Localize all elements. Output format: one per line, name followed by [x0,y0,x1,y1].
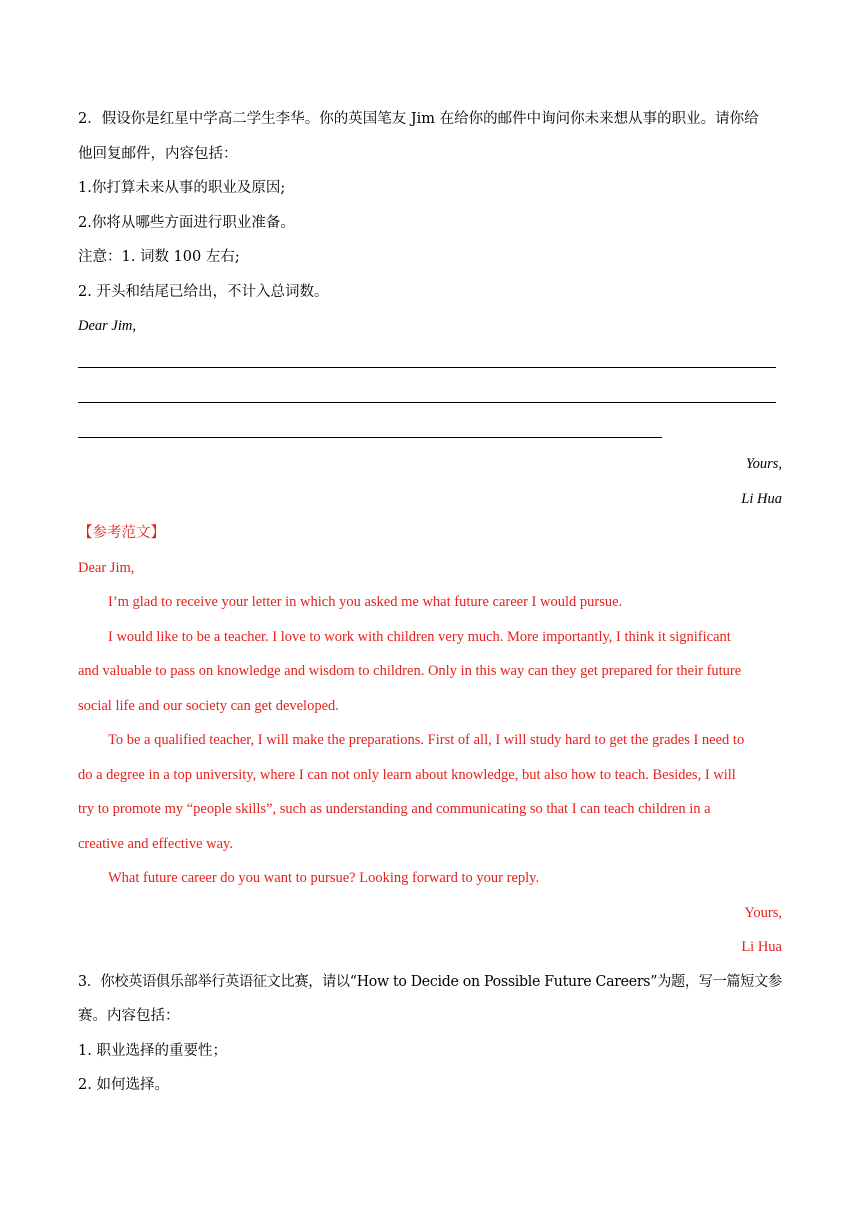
q2-requirement-1: 1.你打算未来从事的职业及原因; [78,180,286,196]
answer-paragraph-3-line-4: creative and effective way. [78,836,233,852]
answer-paragraph-4: What future career do you want to pursue? Looking forward to your reply. [108,870,540,886]
q3-prompt-line-2: 赛。内容包括： [78,1008,180,1024]
answer-paragraph-3-line-3: try to promote my “people skills”, such as understanding and communicating so that I can teach children in a [78,801,711,817]
q2-note-2: 2. 开头和结尾已给出，不计入总词数。 [78,284,329,300]
answer-salutation: Dear Jim, [78,560,135,576]
answer-line-2 [78,402,776,403]
document-page [78,0,782,1216]
answer-paragraph-1: I’m glad to receive your letter in which you asked me what future career I would pursue. [108,594,623,610]
q2-requirement-2: 2.你将从哪些方面进行职业准备。 [78,215,295,231]
answer-signature: Li Hua [741,939,782,955]
q2-note-1: 注意：1. 词数 100 左右; [78,249,240,265]
answer-paragraph-3-line-2: do a degree in a top university, where I can not only learn about knowledge, but also how to teach. Besides, I will [78,767,736,783]
answer-line-3 [78,437,662,438]
q2-closing: Yours, [745,456,782,472]
q2-prompt-line-2: 他回复邮件，内容包括： [78,146,238,162]
answer-paragraph-3-line-1: To be a qualified teacher, I will make the preparations. First of all, I will study hard to get the grades I need to [108,732,745,748]
answer-paragraph-2-line-1: I would like to be a teacher. I love to work with children very much. More importantly, I think it significant [108,629,731,645]
answer-paragraph-2-line-2: and valuable to pass on knowledge and wisdom to children. Only in this way can they get prepared for their future [78,663,742,679]
q3-requirement-1: 1. 职业选择的重要性； [78,1043,227,1059]
answer-line-1 [78,367,776,368]
answer-closing: Yours, [744,905,782,921]
q3-prompt-line-1: 3．你校英语俱乐部举行英语征文比赛，请以“How to Decide on Possible Future Careers”为题，写一篇短文参 [78,974,782,990]
q2-prompt-line-1: 2．假设你是红星中学高二学生李华。你的英国笔友 Jim 在给你的邮件中询问你未来想从事的职业。请你给 [78,111,759,127]
answer-paragraph-2-line-3: social life and our society can get developed. [78,698,339,714]
reference-answer-header: 【参考范文】 [78,525,165,541]
q2-signature: Li Hua [741,491,782,507]
q3-requirement-2: 2. 如何选择。 [78,1077,169,1093]
q2-salutation: Dear Jim, [78,318,136,334]
